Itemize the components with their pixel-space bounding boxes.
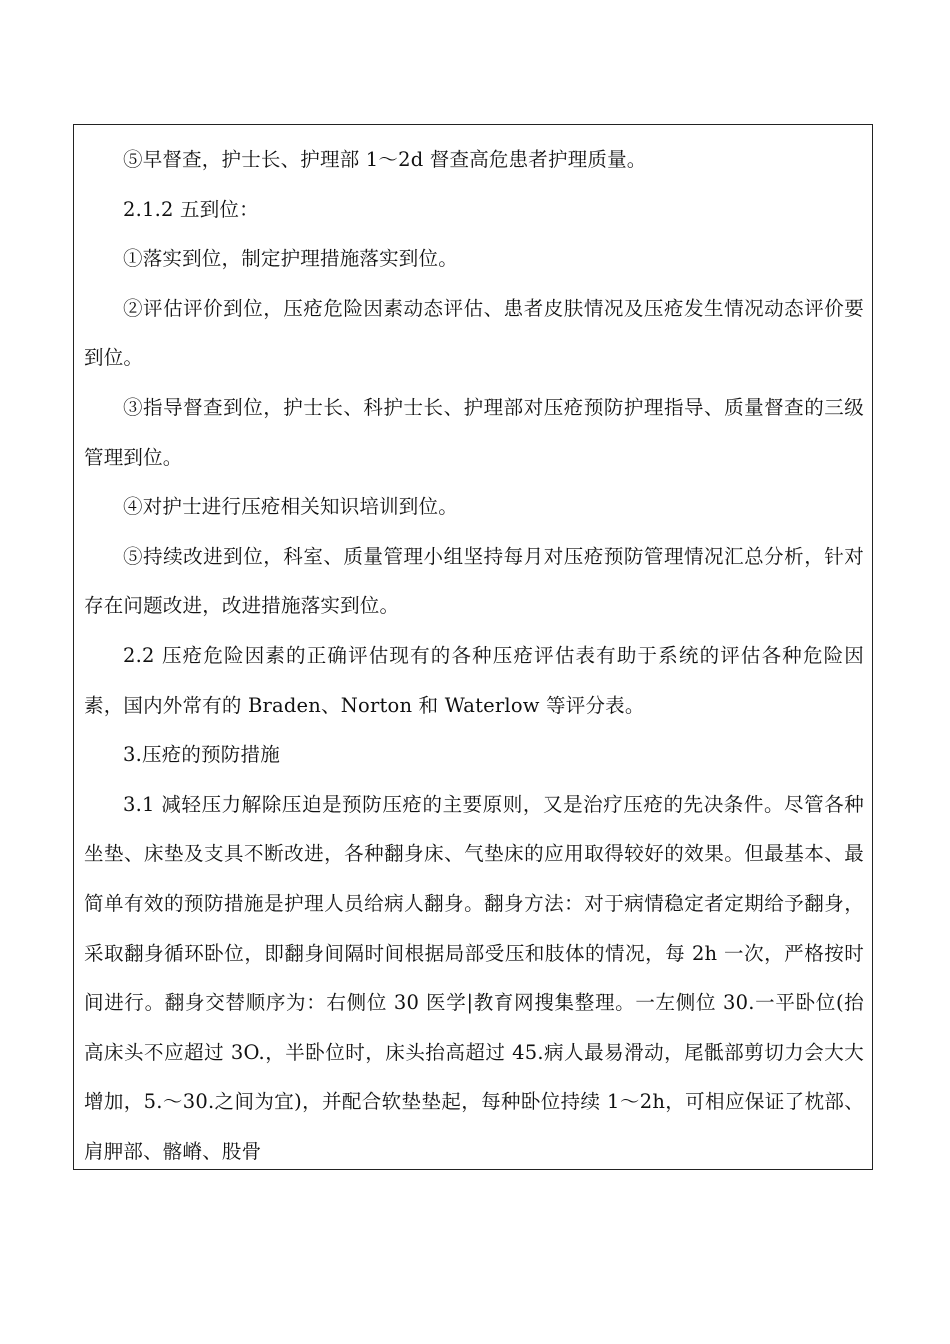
bordered-text-box bbox=[73, 124, 873, 1170]
paragraph-improvement: ⑤持续改进到位，科室、质量管理小组坚持每月对压疮预防管理情况汇总分析，针对存在问题改进，改进措施落实到位。 bbox=[84, 544, 864, 618]
paragraph-supervision: ③指导督查到位，护士长、科护士长、护理部对压疮预防护理指导、质量督查的三级管理到位。 bbox=[84, 395, 864, 469]
paragraph-risk-assessment: 2.2 压疮危险因素的正确评估现有的各种压疮评估表有助于系统的评估各种危险因素，国内外常有的 Braden、Norton 和 Waterlow 等评分表。 bbox=[84, 643, 864, 717]
paragraph-heading-five-in-place: 2.1.2 五到位： bbox=[123, 197, 259, 221]
paragraph-evaluation: ②评估评价到位，压疮危险因素动态评估、患者皮肤情况及压疮发生情况动态评价要到位。 bbox=[84, 296, 864, 370]
paragraph-heading-prevention: 3.压疮的预防措施 bbox=[123, 743, 280, 767]
paragraph-inspection: ⑤早督查，护士长、护理部 1～2d 督查高危患者护理质量。 bbox=[123, 148, 647, 171]
paragraph-training: ④对护士进行压疮相关知识培训到位。 bbox=[123, 495, 458, 519]
paragraph-pressure-relief: 3.1 减轻压力解除压迫是预防压疮的主要原则，又是治疗压疮的先决条件。尽管各种坐垫、床垫及支具不断改进，各种翻身床、气垫床的应用取得较好的效果。但最基本、最简单有效的预防措施是护理人员给病人翻身。翻身方法：对于病情稳定者定期给予翻身，采取翻身循环卧位，即翻身间隔时间根据局部受压和肢体的情况，每 2h 一次，严格按时间进行。翻身交替顺序为：右侧位 30 医学|教育网搜集整理。一左侧位 30.一平卧位(抬高床头不应超过 3O.，半卧位时，床头抬高超过 45.病人最易滑动，尾骶部剪切力会大大增加，5.～30.之间为宜)，并配合软垫垫起，每种卧位持续 1～2h，可相应保证了枕部、肩胛部、髂嵴、股骨 bbox=[84, 792, 864, 1163]
paragraph-implementation: ①落实到位，制定护理措施落实到位。 bbox=[123, 247, 458, 271]
